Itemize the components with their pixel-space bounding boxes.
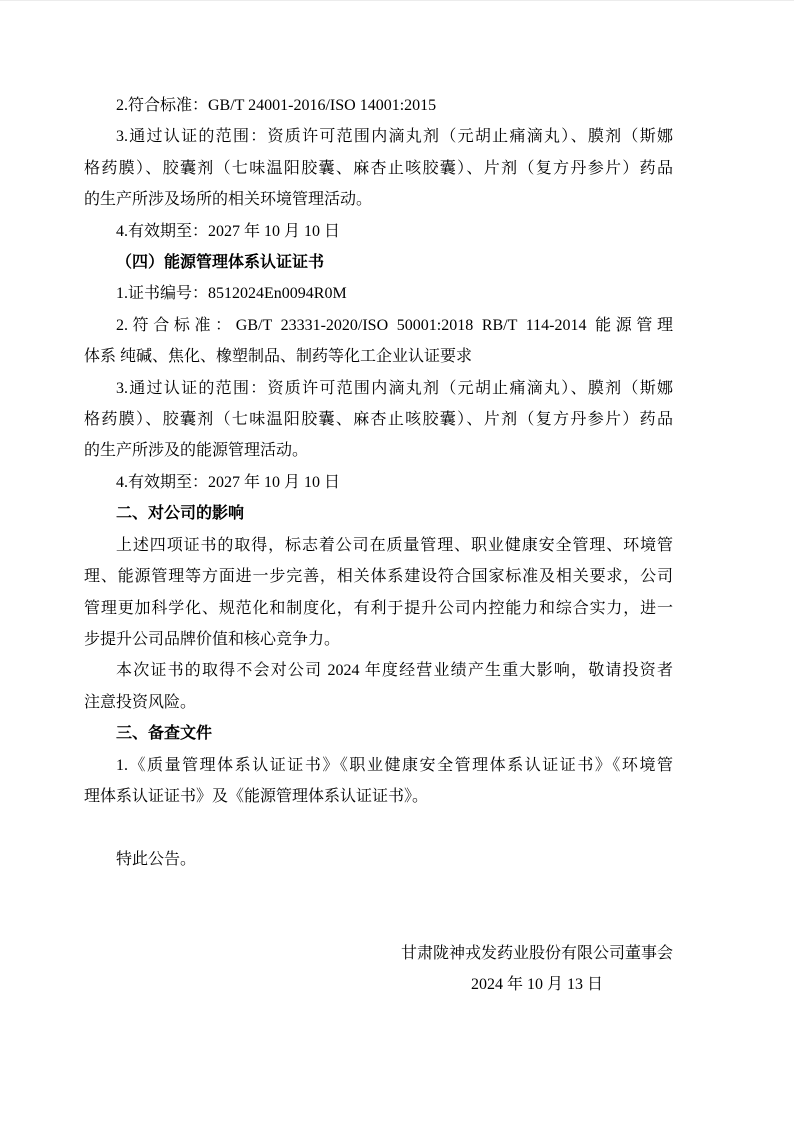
text-line: 3.通过认证的范围：资质许可范围内滴丸剂（元胡止痛滴丸）、膜剂（斯娜 xyxy=(116,379,673,397)
section-heading: 三、备查文件 xyxy=(116,725,213,743)
body-text xyxy=(84,90,673,938)
text-line: 的生产所涉及场所的相关环境管理活动。 xyxy=(84,191,373,209)
text-line: 本次证书的取得不会对公司 2024 年度经营业绩产生重大影响，敬请投资者 xyxy=(116,662,673,680)
section-heading: （四）能源管理体系认证证书 xyxy=(116,254,325,272)
text-line: 1.《质量管理体系认证证书》《职业健康安全管理体系认证证书》《环境管 xyxy=(116,756,673,774)
text-line: 特此公告。 xyxy=(116,850,197,868)
text-line: 理、能源管理等方面进一步完善，相关体系建设符合国家标准及相关要求，公司 xyxy=(84,568,673,586)
text-line: 注意投资风险。 xyxy=(84,693,197,711)
text-line: 2.符合标准：GB/T 23331-2020/ISO 50001:2018 RB/T 114-2014 能源管理 xyxy=(116,316,673,334)
text-line: 3.通过认证的范围：资质许可范围内滴丸剂（元胡止痛滴丸）、膜剂（斯娜 xyxy=(116,128,673,146)
signature-block xyxy=(401,938,673,1001)
text-line: 管理更加科学化、规范化和制度化，有利于提升公司内控能力和综合实力，进一 xyxy=(84,599,673,617)
text-line: 体系 纯碱、焦化、橡塑制品、制药等化工企业认证要求 xyxy=(84,348,473,366)
text-line: 步提升公司品牌价值和核心竞争力。 xyxy=(84,630,341,648)
text-line: 的生产所涉及的能源管理活动。 xyxy=(84,442,309,460)
blank-line xyxy=(84,907,673,938)
text-line: 1.证书编号：8512024En0094R0M xyxy=(116,285,347,303)
section-heading: 二、对公司的影响 xyxy=(116,505,245,523)
text-line: 2.符合标准：GB/T 24001-2016/ISO 14001:2015 xyxy=(116,97,437,114)
text-line: 理体系认证证书》及《能源管理体系认证证书》。 xyxy=(84,787,429,805)
text-line: 格药膜）、胶囊剂（七味温阳胶囊、麻杏止咳胶囊）、片剂（复方丹参片）药品 xyxy=(84,159,673,177)
signature-date: 2024 年 10 月 13 日 xyxy=(470,976,603,994)
blank-line xyxy=(84,875,673,906)
text-line: 4.有效期至：2027 年 10 月 10 日 xyxy=(116,473,341,491)
blank-line xyxy=(84,812,673,843)
signature-company: 甘肃陇神戎发药业股份有限公司董事会 xyxy=(400,944,673,962)
text-line: 格药膜）、胶囊剂（七味温阳胶囊、麻杏止咳胶囊）、片剂（复方丹参片）药品 xyxy=(84,411,673,429)
document-content xyxy=(84,90,673,1001)
text-line: 4.有效期至：2027 年 10 月 10 日 xyxy=(116,222,341,240)
text-line: 上述四项证书的取得，标志着公司在质量管理、职业健康安全管理、环境管 xyxy=(116,536,673,554)
